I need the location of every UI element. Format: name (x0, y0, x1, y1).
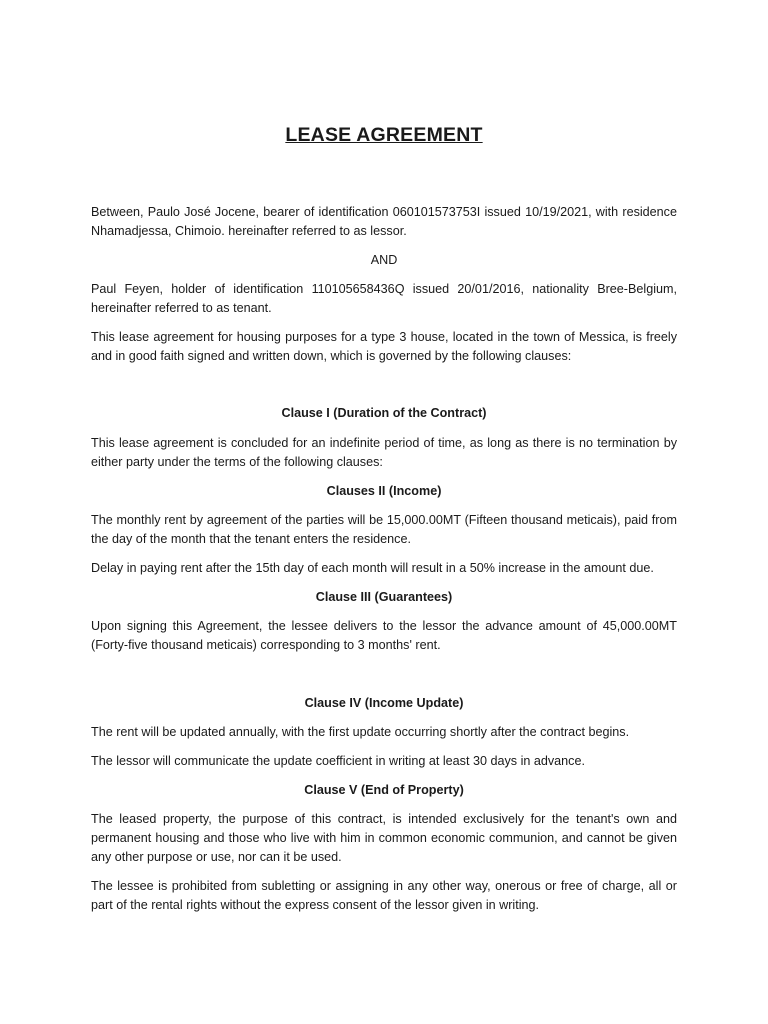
intro-lessor-paragraph: Between, Paulo José Jocene, bearer of identification 060101573753I issued 10/19/2021, with residence Nhamadjessa, Chimoio. hereinafter referred to as lessor. (91, 205, 677, 238)
clause-4-heading: Clause IV (Income Update) (304, 696, 464, 710)
clause-3-heading: Clause III (Guarantees) (315, 590, 453, 604)
clause-4-paragraph-2: The lessor will communicate the update coefficient in writing at least 30 days in advance. (91, 754, 585, 768)
clause-2-paragraph-1: The monthly rent by agreement of the parties will be 15,000.00MT (Fifteen thousand meticais), paid from the day of the month that the tenant enters the residence. (91, 513, 677, 546)
clause-4-paragraph-1: The rent will be updated annually, with the first update occurring shortly after the contract begins. (91, 725, 630, 739)
clause-1-heading: Clause I (Duration of the Contract) (281, 406, 487, 420)
clause-2-paragraph-2: Delay in paying rent after the 15th day of each month will result in a 50% increase in the amount due. (91, 561, 654, 575)
clause-5-heading: Clause V (End of Property) (304, 783, 464, 797)
intro-and-separator: AND (370, 253, 398, 267)
clause-5-paragraph-2: The lessee is prohibited from subletting or assigning in any other way, onerous or free of charge, all or part of the rental rights without the express consent of the lessor given in writing. (91, 879, 677, 912)
intro-purpose-paragraph: This lease agreement for housing purposes for a type 3 house, located in the town of Messica, is freely and in good faith signed and written down, which is governed by the following clauses: (91, 330, 677, 363)
clause-3-paragraph-1: Upon signing this Agreement, the lessee delivers to the lessor the advance amount of 45,000.00MT (Forty-five thousand meticais) corresponding to 3 months' rent. (91, 619, 677, 652)
intro-tenant-paragraph: Paul Feyen, holder of identification 110105658436Q issued 20/01/2016, nationality Bree-Belgium, hereinafter referred to as tenant. (91, 282, 677, 315)
document-title: LEASE AGREEMENT (285, 124, 483, 146)
clause-2-heading: Clauses II (Income) (326, 484, 442, 498)
clause-1-paragraph-1: This lease agreement is concluded for an indefinite period of time, as long as there is no termination by either party under the terms of the following clauses: (91, 436, 677, 469)
clause-5-paragraph-1: The leased property, the purpose of this contract, is intended exclusively for the tenant's own and permanent housing and those who live with him in common economic communion, and cannot be given any other purpose or use, nor can it be used. (91, 812, 677, 864)
